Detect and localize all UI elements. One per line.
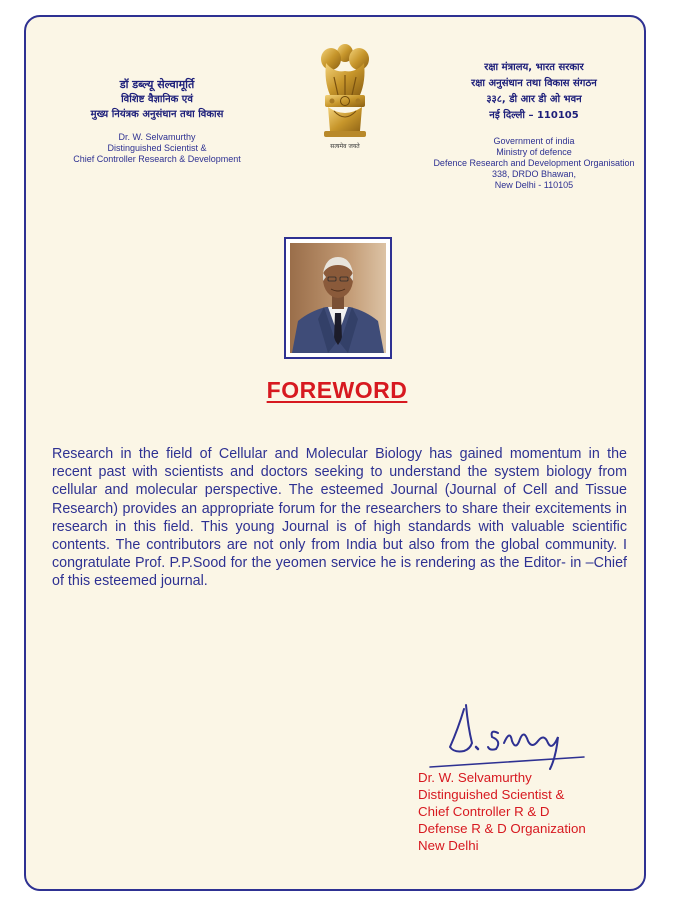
signature-block bbox=[418, 769, 586, 854]
city-english: New Delhi - 110105 bbox=[494, 180, 574, 190]
signatory-designation-1: Distinguished Scientist & bbox=[418, 787, 565, 802]
address-english: 338, DRDO Bhawan, bbox=[491, 169, 577, 179]
address-hindi: ३३८, डी आर डी ओ भवन bbox=[486, 94, 582, 105]
title-hindi-line-2: मुख्य नियंत्रक अनुसंधान तथा विकास bbox=[90, 109, 224, 120]
government-english: Government of india bbox=[493, 136, 575, 146]
emblem-motto: सत्यमेव जयते bbox=[330, 143, 360, 150]
title-hindi-line-1: विशिष्ट वैज्ञानिक एवं bbox=[121, 94, 193, 105]
header-right bbox=[414, 60, 654, 191]
name-hindi: डॉ डब्ल्यू सेल्वामूर्ति bbox=[119, 78, 195, 91]
signature-icon bbox=[406, 699, 596, 779]
title-english-line-2: Chief Controller Research & Development bbox=[73, 154, 241, 164]
header-left bbox=[26, 77, 288, 165]
city-hindi: नई दिल्ली – 110105 bbox=[489, 110, 579, 121]
signatory-designation-2: Chief Controller R & D bbox=[418, 804, 550, 819]
signatory-city: New Delhi bbox=[418, 838, 479, 853]
foreword-body: Research in the field of Cellular and Molecular Biology has gained momentum in the recent past with scientists and doctors seeking to understand the system biology from cellular and molecular perspective. The esteemed Journal (Journal of Cell and Tissue Research) provides an appropriate forum for the researchers to share their excitements in research in this field. This young Journal is of high standards with valuable scientific contents. The contributors are not only from India but also from the global community. I congratulate Prof. P.P.Sood for the yeomen service he is rendering as the Editor- in –Chief of this esteemed journal. bbox=[52, 446, 627, 590]
portrait-image bbox=[290, 243, 386, 353]
ashoka-emblem-icon bbox=[316, 37, 374, 141]
signatory-name: Dr. W. Selvamurthy bbox=[418, 770, 532, 785]
name-english: Dr. W. Selvamurthy bbox=[118, 132, 196, 142]
portrait-photo bbox=[284, 237, 392, 359]
letterhead-page bbox=[24, 15, 646, 891]
national-emblem bbox=[310, 37, 380, 155]
ministry-hindi: रक्षा मंत्रालय, भारत सरकार bbox=[484, 62, 584, 73]
page-title: FOREWORD bbox=[266, 377, 408, 403]
ministry-english: Ministry of defence bbox=[496, 147, 572, 157]
organisation-hindi: रक्षा अनुसंधान तथा विकास संगठन bbox=[471, 78, 597, 89]
signatory-organization: Defense R & D Organization bbox=[418, 821, 586, 836]
title-english-line-1: Distinguished Scientist & bbox=[107, 143, 207, 153]
organisation-english: Defence Research and Development Organisation bbox=[433, 158, 635, 168]
